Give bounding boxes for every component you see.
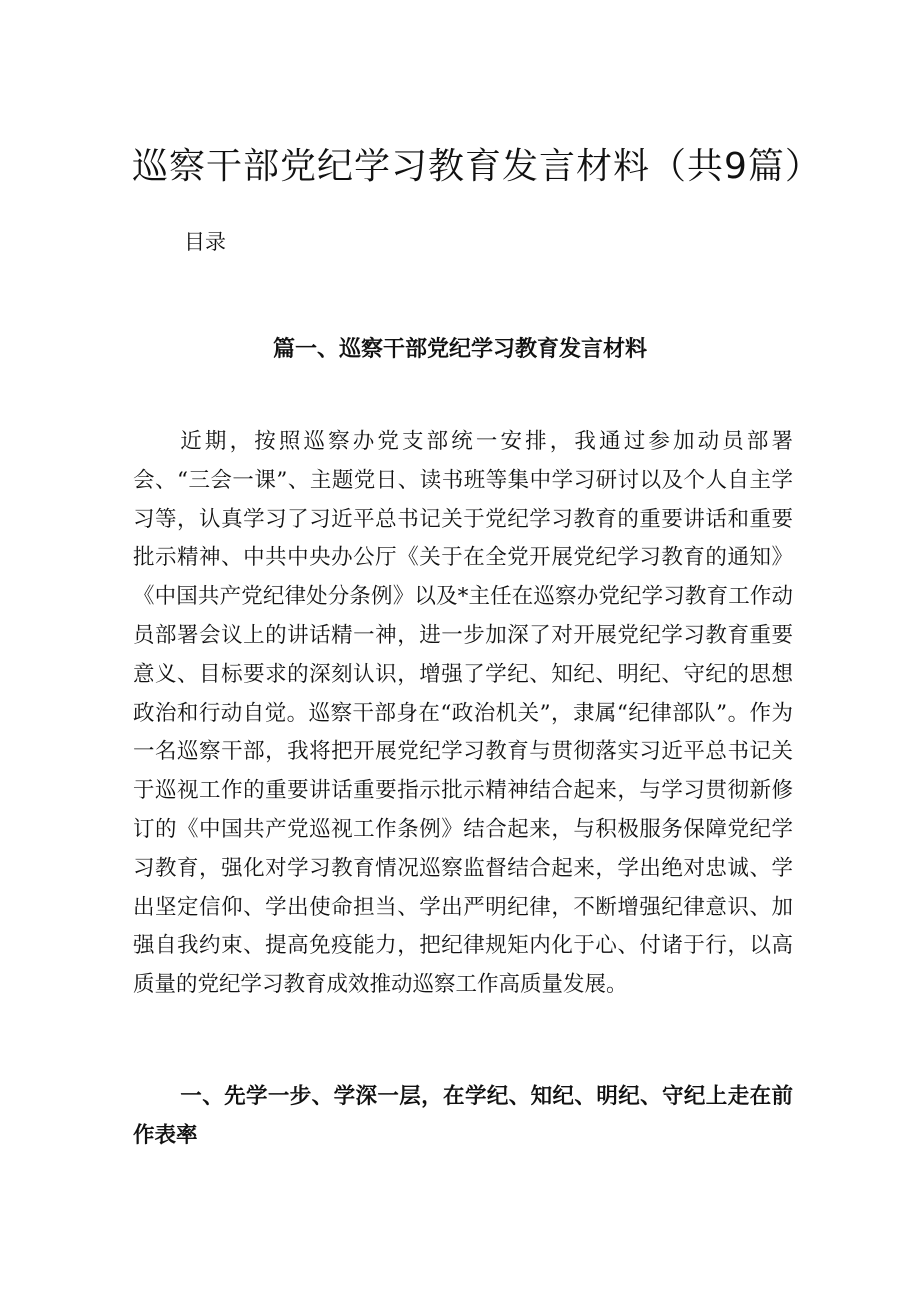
table-of-contents-label: 目录: [184, 230, 226, 254]
document-title: 巡察干部党纪学习教育发言材料（共9篇）: [132, 146, 822, 187]
body-paragraph: 近期，按照巡察办党支部统一安排，我通过参加动员部署会、“三会一课”、主题党日、读书班等集中学习研讨以及个人自主学习等，认真学习了习近平总书记关于党纪学习教育的重要讲话和重要批示精神、中共中央办公厅《关于在全党开展党纪学习教育的通知》《中国共产党纪律处分条例》以及*主任在巡察办党纪学习教育工作动员部署会议上的讲话精一神，进一步加深了对开展党纪学习教育重要意义、目标要求的深刻认识，增强了学纪、知纪、明纪、守纪的思想政治和行动自觉。巡察干部身在“政治机关”，隶属“纪律部队”。作为一名巡察干部，我将把开展党纪学习教育与贯彻落实习近平总书记关于巡视工作的重要讲话重要指示批示精神结合起来，与学习贯彻新修订的《中国共产党巡视工作条例》结合起来，与积极服务保障党纪学习教育，强化对学习教育情况巡察监督结合起来，学出绝对忠诚、学出坚定信仰、学出使命担当、学出严明纪律，不断增强纪律意识、加强自我约束、提高免疫能力，把纪律规矩内化于心、付诸于行，以高质量的党纪学习教育成效推动巡察工作高质量发展。: [133, 429, 793, 998]
section-heading: 一、先学一步、学深一层，在学纪、知纪、明纪、守纪上走在前作表率: [133, 1084, 793, 1148]
chapter-heading: 篇一、巡察干部党纪学习教育发言材料: [272, 336, 647, 362]
